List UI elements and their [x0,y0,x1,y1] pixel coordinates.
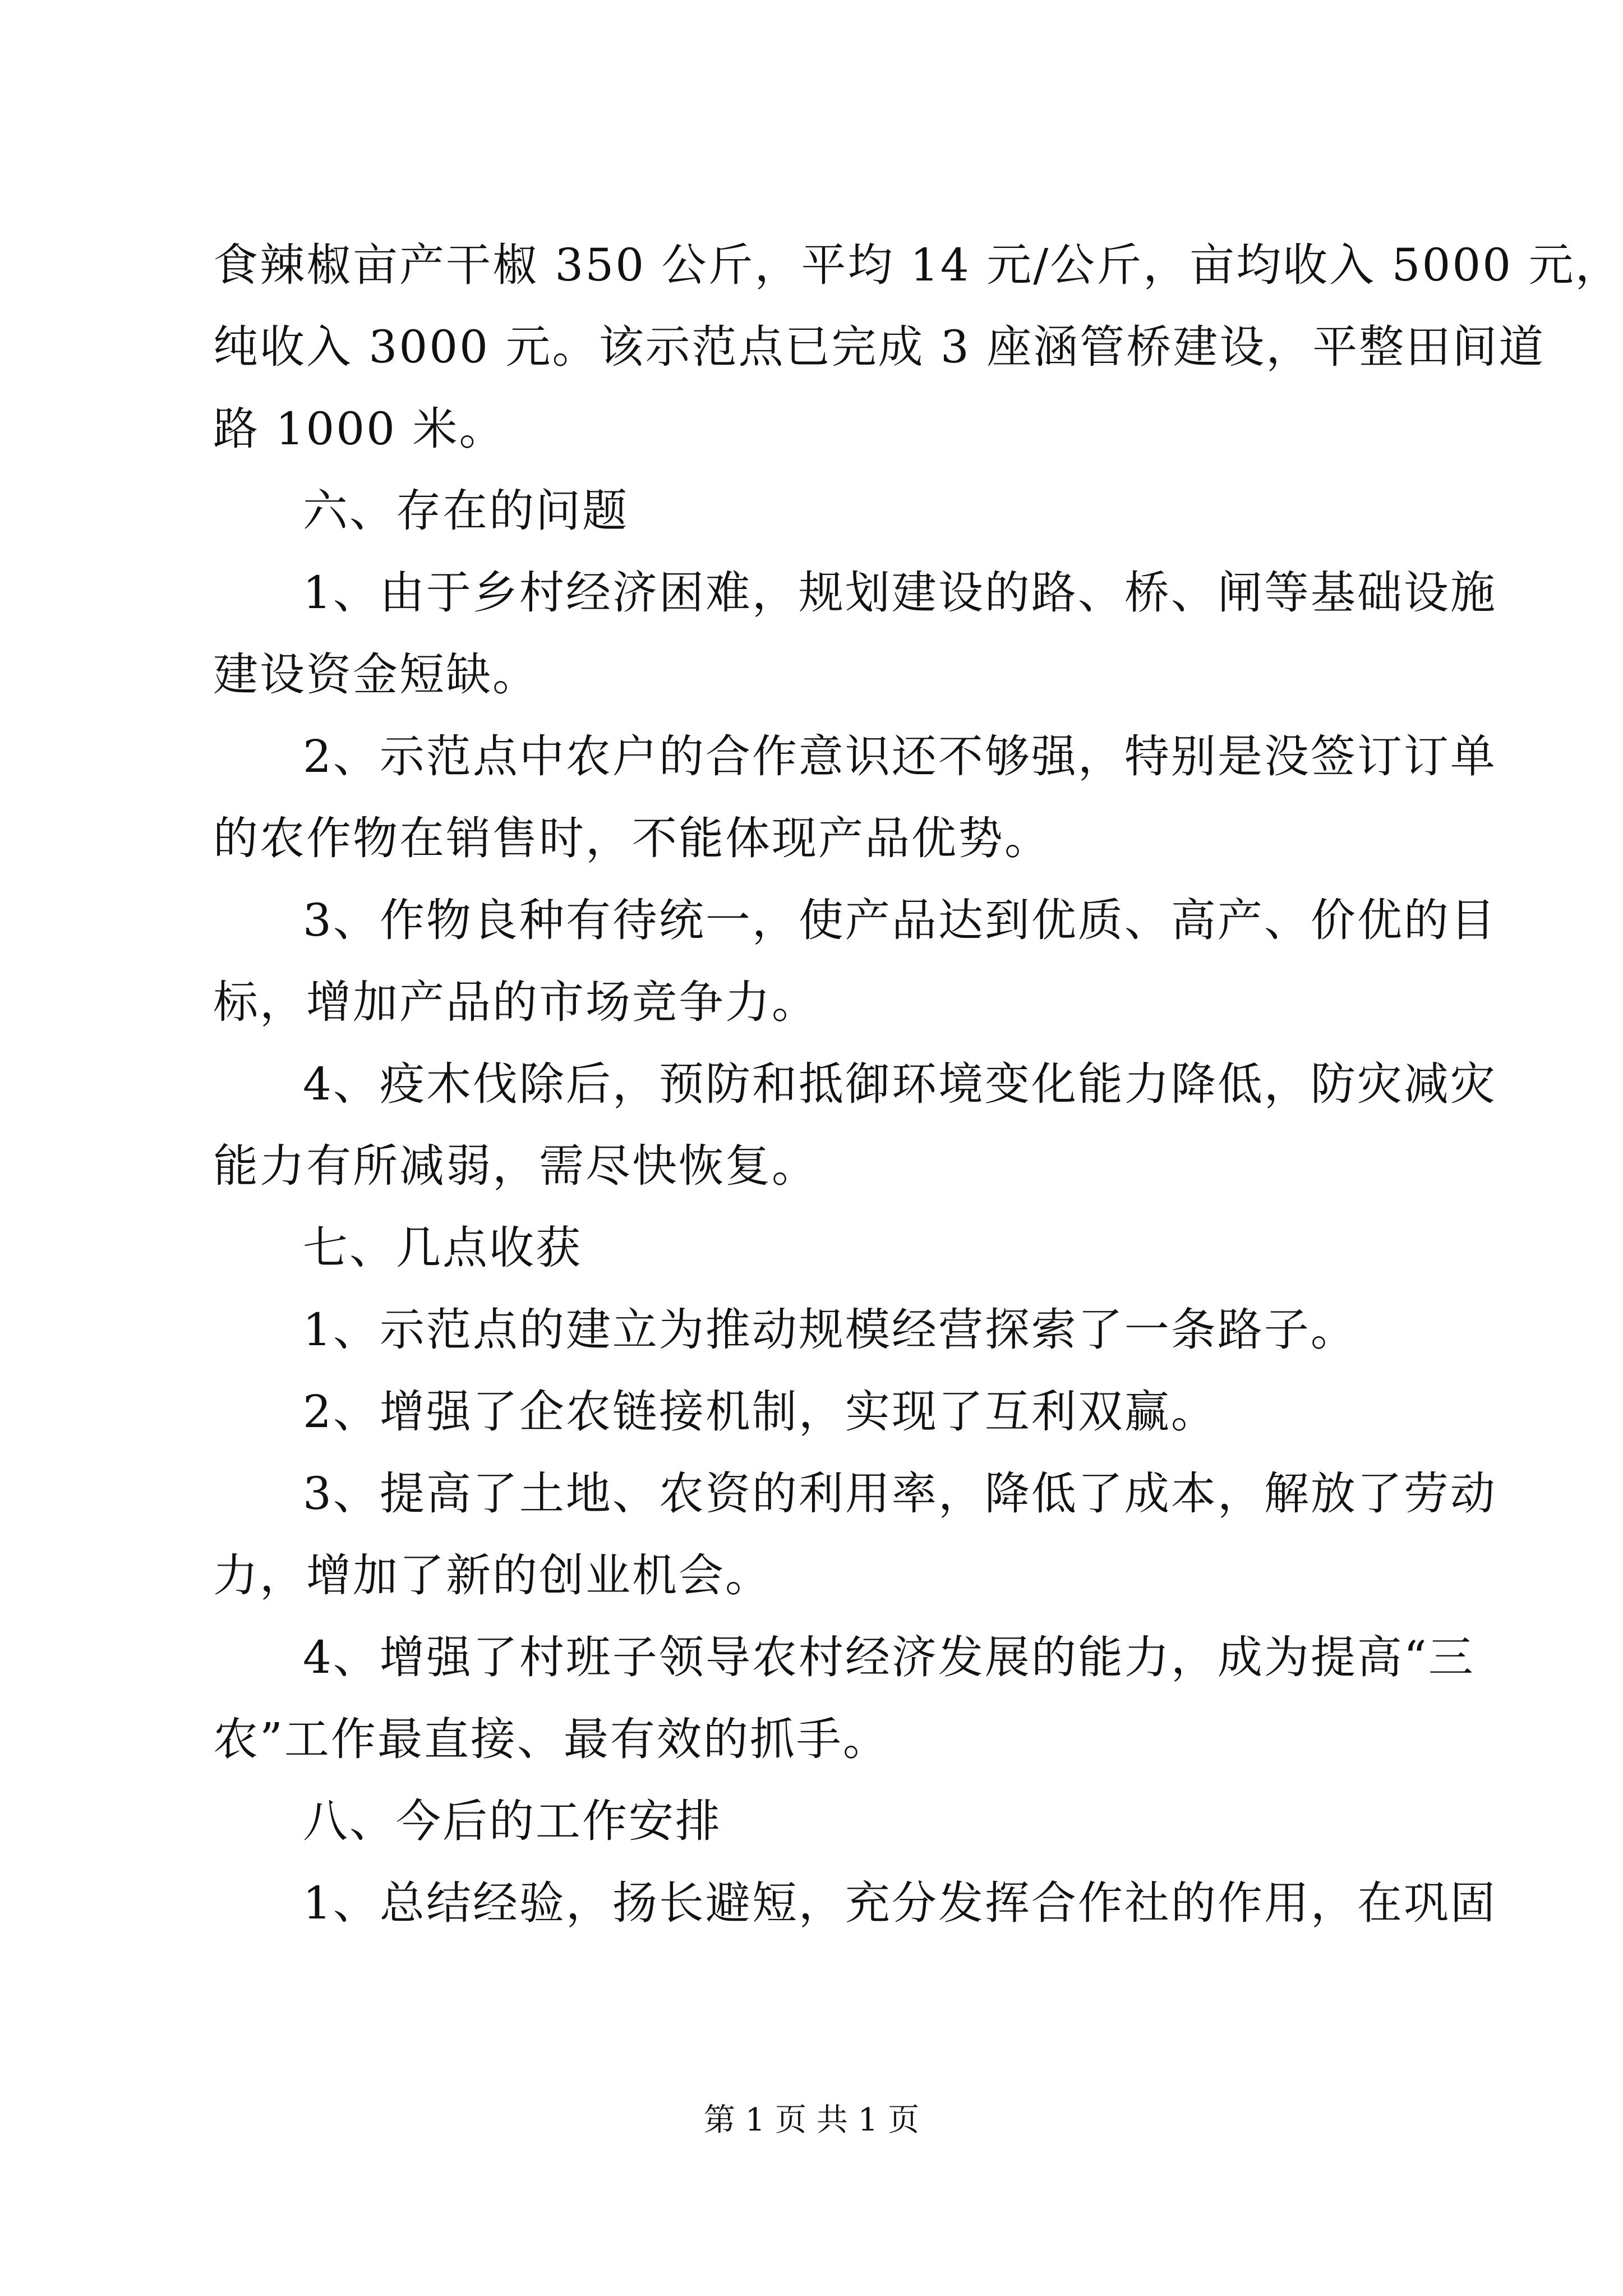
text-line: 食辣椒亩产干椒 350 公斤，平均 14 元/公斤，亩均收入 5000 元， [213,239,1622,291]
text-line: 4、增强了村班子领导农村经济发展的能力，成为提高“三 [303,1631,1475,1683]
text-line: 的农作物在销售时，不能体现产品优势。 [213,812,1051,864]
section-heading: 六、存在的问题 [303,485,629,537]
text-line: 1、总结经验，扬长避短，充分发挥合作社的作用，在巩固 [303,1877,1497,1929]
text-line: 纯收入 3000 元。该示范点已完成 3 座涵管桥建设，平整田间道 [213,321,1546,373]
text-line: 2、增强了企农链接机制，实现了互利双赢。 [303,1386,1218,1438]
text-line: 建设资金短缺。 [213,648,539,701]
text-line: 路 1000 米。 [213,403,506,455]
text-line: 3、作物良种有待统一，使产品达到优质、高产、价优的目 [303,894,1497,946]
section-heading: 七、几点收获 [303,1222,582,1274]
section-heading: 八、今后的工作安排 [303,1795,722,1847]
text-line: 2、示范点中农户的合作意识还不够强，特别是没签订订单 [303,730,1497,783]
text-line: 1、示范点的建立为推动规模经营探索了一条路子。 [303,1304,1357,1356]
document-body [213,224,1622,1944]
text-line: 标，增加产品的市场竞争力。 [213,976,818,1028]
text-line: 力，增加了新的创业机会。 [213,1549,772,1602]
page-number-footer: 第 1 页 共 1 页 [703,2102,920,2138]
text-line: 1、由于乡村经济困难，规划建设的路、桥、闸等基础设施 [303,567,1497,619]
text-line: 能力有所减弱，需尽快恢复。 [213,1140,818,1192]
text-line: 农”工作最直接、最有效的抓手。 [213,1713,889,1765]
text-line: 4、疫木伐除后，预防和抵御环境变化能力降低，防灾减灾 [303,1058,1497,1110]
text-line: 3、提高了土地、农资的利用率，降低了成本，解放了劳动 [303,1467,1497,1520]
